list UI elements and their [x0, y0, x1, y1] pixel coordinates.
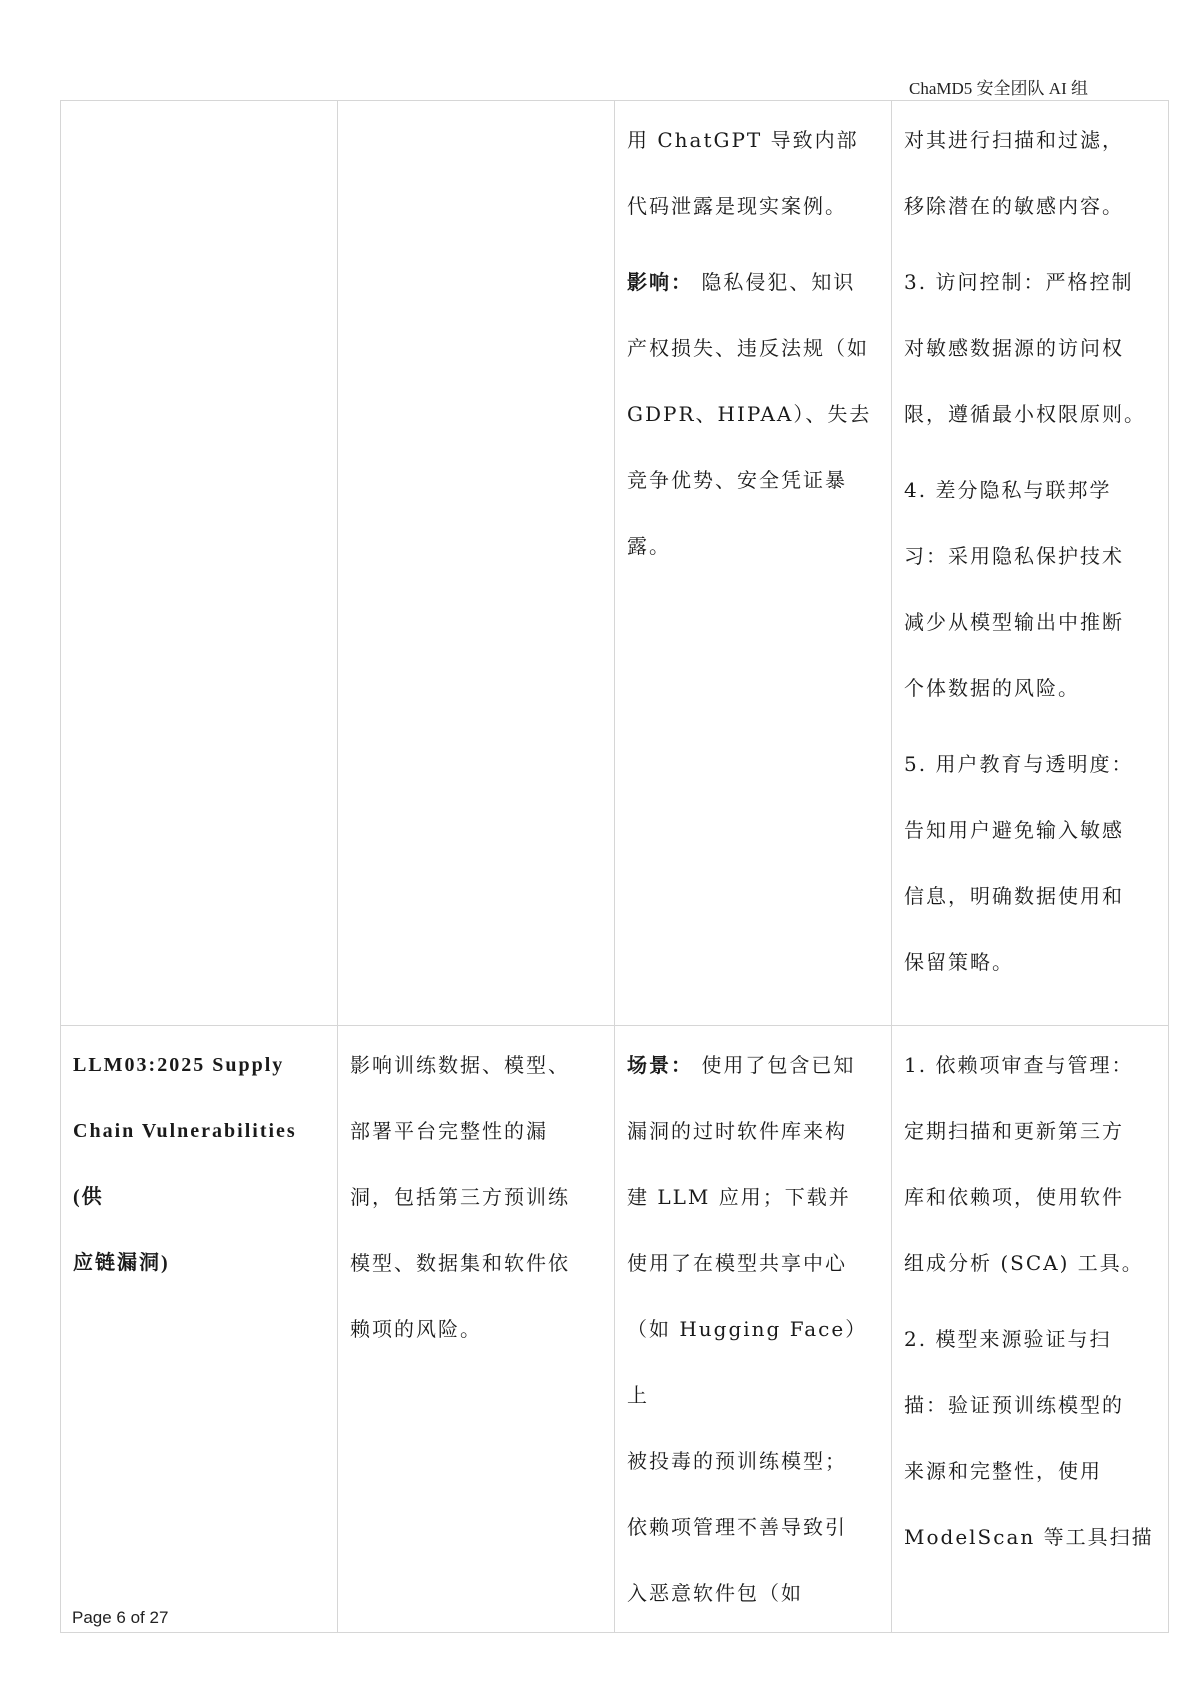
- text-line: [627, 249, 881, 315]
- table-cell-mitigation: [892, 1026, 1169, 1633]
- mitigation-paragraph: [904, 1306, 1158, 1570]
- text-line: 漏洞的过时软件库来构: [627, 1119, 847, 1143]
- scenario-label: 场景：: [627, 1053, 693, 1077]
- table-cell-risk-name: [61, 1026, 338, 1633]
- text-span: 隐私侵犯、知识: [701, 270, 856, 294]
- impact-label: 影响：: [627, 270, 693, 294]
- table-cell-mitigation: [892, 101, 1169, 1026]
- text-line: 用 ChatGPT 导致内部: [627, 128, 859, 152]
- text-line: 限，遵循最小权限原则。: [904, 402, 1146, 426]
- text-line: 对敏感数据源的访问权: [904, 336, 1124, 360]
- table-row: [61, 1026, 1169, 1633]
- text-line: Chain Vulnerabilities (供: [73, 1120, 297, 1208]
- text-line: LLM03:2025 Supply: [73, 1054, 285, 1076]
- page-header: ChaMD5 安全团队 AI 组: [909, 79, 1088, 98]
- table-row: [61, 101, 1169, 1026]
- text-line: 3. 访问控制：严格控制: [904, 270, 1134, 294]
- page-footer: Page 6 of 27: [72, 1608, 169, 1627]
- text-line: 依赖项管理不善导致引: [627, 1515, 847, 1539]
- text-line: 个体数据的风险。: [904, 676, 1080, 700]
- text-line: 库和依赖项，使用软件: [904, 1185, 1124, 1209]
- text-line: 减少从模型输出中推断: [904, 610, 1124, 634]
- text-line: 产权损失、违反法规（如: [627, 336, 869, 360]
- text-line: 告知用户避免输入敏感: [904, 818, 1124, 842]
- text-line: GDPR、HIPAA）、失去: [627, 402, 872, 426]
- mitigation-paragraph: [904, 107, 1158, 239]
- text-line: 对其进行扫描和过滤，: [904, 128, 1124, 152]
- table-cell-risk-name: [61, 101, 338, 1026]
- text-line: 代码泄露是现实案例。: [627, 194, 847, 218]
- table-cell-scenario: [615, 1026, 892, 1633]
- text-line: 移除潜在的敏感内容。: [904, 194, 1124, 218]
- text-line: 2. 模型来源验证与扫: [904, 1327, 1112, 1351]
- mitigation-paragraph: [904, 1032, 1158, 1296]
- text-line: 习：采用隐私保护技术: [904, 544, 1124, 568]
- text-line: 洞，包括第三方预训练: [350, 1185, 570, 1209]
- text-line: 应链漏洞): [73, 1252, 170, 1274]
- text-line: 信息，明确数据使用和: [904, 884, 1124, 908]
- text-line: 被投毒的预训练模型；: [627, 1449, 847, 1473]
- mitigation-paragraph: [904, 731, 1158, 995]
- text-line: 定期扫描和更新第三方: [904, 1119, 1124, 1143]
- mitigation-paragraph: [904, 457, 1158, 721]
- text-line: 使用了在模型共享中心: [627, 1251, 847, 1275]
- text-line: 建 LLM 应用；下载并: [627, 1185, 851, 1209]
- text-line: 部署平台完整性的漏: [350, 1119, 548, 1143]
- scenario-text: [627, 107, 881, 239]
- text-line: 1. 依赖项审查与管理：: [904, 1053, 1134, 1077]
- text-line: 保留策略。: [904, 950, 1014, 974]
- text-line: 露。: [627, 534, 671, 558]
- text-line: ModelScan 等工具扫描: [904, 1525, 1154, 1549]
- impact-text: [627, 249, 881, 579]
- text-line: 描：验证预训练模型的: [904, 1393, 1124, 1417]
- text-line: 入恶意软件包（如: [627, 1581, 803, 1605]
- text-line: （如 Hugging Face）上: [627, 1317, 868, 1407]
- text-line: 竞争优势、安全凭证暴: [627, 468, 847, 492]
- text-line: 模型、数据集和软件依: [350, 1251, 570, 1275]
- text-line: 赖项的风险。: [350, 1317, 482, 1341]
- table-cell-description: [338, 101, 615, 1026]
- mitigation-paragraph: [904, 249, 1158, 447]
- text-line: [627, 1032, 881, 1098]
- text-line: 5. 用户教育与透明度：: [904, 752, 1134, 776]
- risk-table: [60, 100, 1169, 1633]
- text-span: 使用了包含已知: [701, 1053, 856, 1077]
- text-line: 4. 差分隐私与联邦学: [904, 478, 1112, 502]
- text-line: 组成分析 (SCA) 工具。: [904, 1251, 1144, 1275]
- text-line: 影响训练数据、模型、: [350, 1053, 570, 1077]
- text-line: 来源和完整性，使用: [904, 1459, 1102, 1483]
- table-cell-description: [338, 1026, 615, 1633]
- table-cell-scenario: [615, 101, 892, 1026]
